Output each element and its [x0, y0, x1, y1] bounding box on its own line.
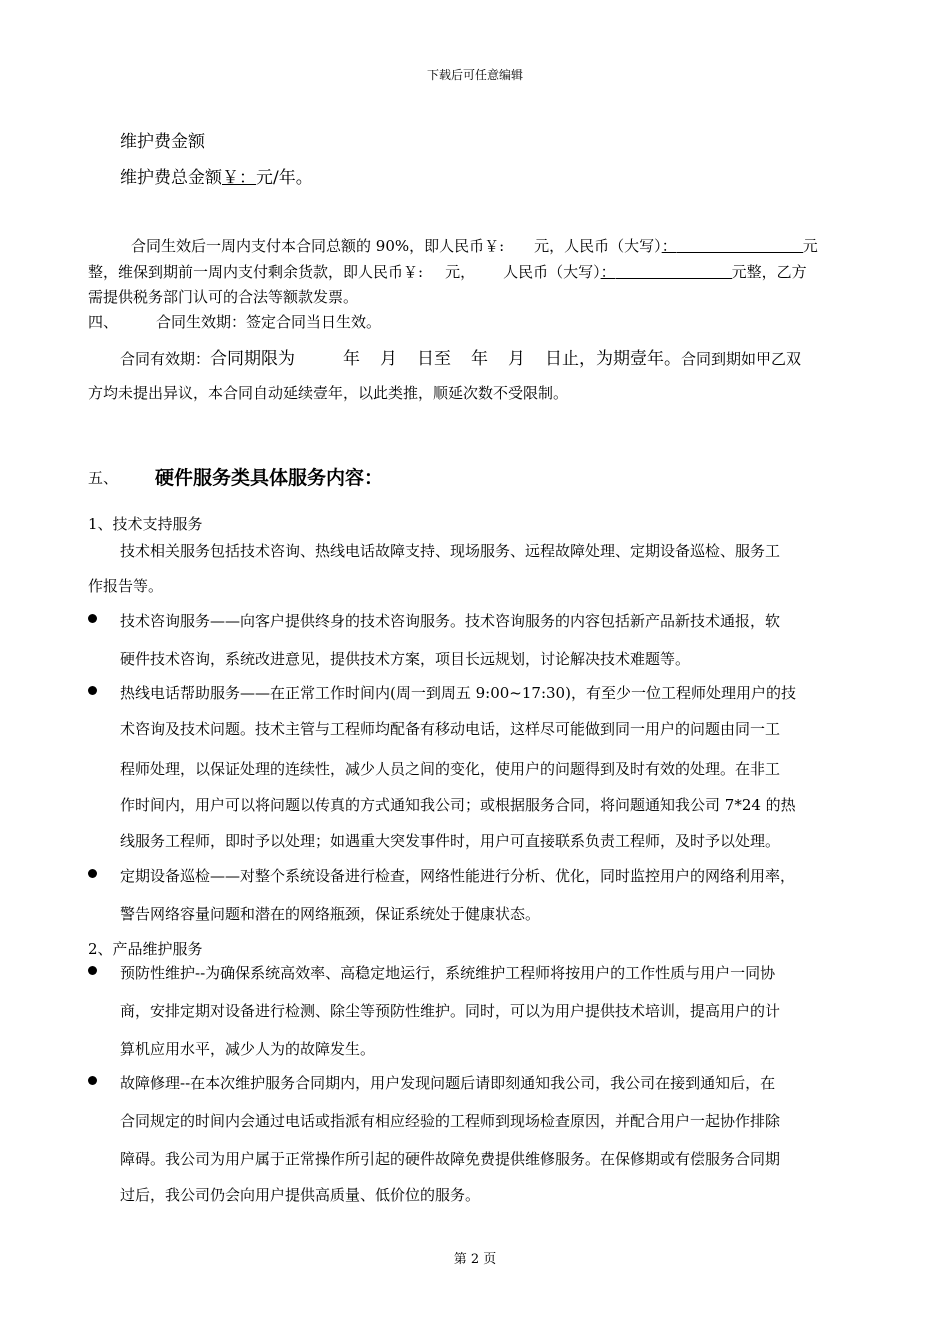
- page-footer: 第 2 页: [453, 1252, 497, 1267]
- amount-blank-1: [677, 238, 803, 253]
- validity-month2: 月: [508, 349, 526, 369]
- s1-b2-line-5: 线服务工程师，即时予以处理；如遇重大突发事件时，用户可直接联系负责工程师，及时予以处理。: [120, 832, 781, 850]
- sec5-num: 五、: [88, 469, 119, 487]
- validity-year1: 年: [343, 349, 361, 369]
- bullet-icon: [88, 614, 97, 623]
- fee-total-symbol: ￥：: [222, 168, 256, 188]
- s1-b3-line-1: 定期设备巡检——对整个系统设备进行检查，网络性能进行分析、优化，同时监控用户的网络利用率，: [120, 867, 796, 885]
- s2-b2-line-3: 障碍。我公司为用户属于正常操作所引起的硬件故障免费提供维修服务。在保修期或有偿服务合同期: [120, 1150, 781, 1168]
- payment-p1a: 合同生效后一周内支付本合同总额的 90%，即人民币￥:: [131, 237, 505, 255]
- s1-b2-line-2: 术咨询及技术问题。技术主管与工程师均配备有移动电话，这样尽可能做到同一用户的问题由同一工: [120, 720, 781, 738]
- validity-day2: 日止，为期壹年。: [545, 349, 682, 369]
- validity-year2: 年: [471, 349, 489, 369]
- payment-p1b-colon: ：: [661, 237, 677, 255]
- payment-p1b: 元，人民币（大写）: [534, 237, 662, 255]
- s1-b2-line-1: 热线电话帮助服务——在正常工作时间内(周一到周五 9:00~17:30)，有至少一位工程师处理用户的技: [120, 684, 796, 702]
- s2-b2-line-4: 过后，我公司仍会向用户提供高质量、低价位的服务。: [120, 1186, 481, 1204]
- fee-total-unit: 元/年。: [256, 168, 313, 188]
- s2-b2-line-1: 故障修理--在本次维护服务合同期内，用户发现问题后请即刻通知我公司，我公司在接到通知后，在: [120, 1074, 776, 1092]
- payment-p3: 需提供税务部门认可的合法等额款发票。: [88, 288, 359, 306]
- fee-total-label: 维护费总金额: [120, 168, 222, 188]
- payment-line-1: [131, 235, 818, 256]
- validity-month1: 月: [380, 349, 398, 369]
- s1-b1-line-1: 技术咨询服务——向客户提供终身的技术咨询服务。技术咨询服务的内容包括新产品新技术通报，软: [120, 612, 781, 630]
- s2-b1-line-2: 商，安排定期对设备进行检测、除尘等预防性维护。同时，可以为用户提供技术培训，提高用户的计: [120, 1002, 781, 1020]
- s1-title: 1、技术支持服务: [88, 515, 203, 533]
- sec5-title: 硬件服务类具体服务内容：: [155, 467, 384, 489]
- s2-b1-line-3: 算机应用水平，减少人为的故障发生。: [120, 1040, 376, 1058]
- s2-b1-line-1: 预防性维护--为确保系统高效率、高稳定地运行，系统维护工程师将按用户的工作性质与用户一同协: [120, 964, 776, 982]
- validity-day1: 日至: [417, 349, 452, 369]
- payment-line-2: [88, 261, 807, 282]
- s2-b2-line-2: 合同规定的时间内会通过电话或指派有相应经验的工程师到现场检查原因，并配合用户一起协作排除: [120, 1112, 781, 1130]
- bullet-icon: [88, 966, 97, 975]
- amount-blank-2: [616, 264, 732, 279]
- s1-b3-line-2: 警告网络容量问题和潜在的网络瓶颈，保证系统处于健康状态。: [120, 905, 541, 923]
- payment-p2a: 整，维保到期前一周内支付剩余货款，即人民币￥:: [88, 263, 424, 281]
- payment-p2c-colon: ：: [600, 263, 616, 281]
- bullet-icon: [88, 686, 97, 695]
- s1-b1-line-2: 硬件技术咨询，系统改进意见，提供技术方案，项目长远规划，讨论解决技术难题等。: [120, 650, 691, 668]
- page-header: 下载后可任意编辑: [426, 68, 523, 82]
- s2-title: 2、产品维护服务: [88, 940, 203, 958]
- validity-rest2: 方均未提出异议，本合同自动延续壹年，以此类推，顺延次数不受限制。: [88, 384, 569, 402]
- fee-total-line: [120, 163, 313, 188]
- payment-p2b: 元，: [445, 263, 476, 281]
- payment-p2d: 元整，乙方: [731, 263, 807, 281]
- sec4-num: 四、: [88, 313, 119, 331]
- s1-b2-line-4: 作时间内，用户可以将问题以传真的方式通知我公司；或根据服务合同，将问题通知我公司 7*24 的热: [120, 796, 796, 814]
- s1-b2-line-3: 程师处理，以保证处理的连续性，减少人员之间的变化，使用户的问题得到及时有效的处理。在非工: [120, 760, 781, 778]
- sec4-text: 合同生效期：签定合同当日生效。: [156, 313, 382, 331]
- s1-intro-2: 作报告等。: [88, 577, 164, 595]
- bullet-icon: [88, 869, 97, 878]
- payment-p2c: 人民币（大写）: [503, 263, 601, 281]
- validity-term: 合同期限为: [210, 349, 296, 369]
- validity-label: 合同有效期：: [120, 350, 211, 368]
- validity-line-1: [120, 344, 801, 369]
- payment-p1c: 元: [802, 237, 818, 255]
- fee-title: 维护费金额: [120, 132, 205, 152]
- validity-rest1: 合同到期如甲乙双: [681, 350, 802, 368]
- bullet-icon: [88, 1076, 97, 1085]
- s1-intro-1: 技术相关服务包括技术咨询、热线电话故障支持、现场服务、远程故障处理、定期设备巡检、服务工: [120, 542, 781, 560]
